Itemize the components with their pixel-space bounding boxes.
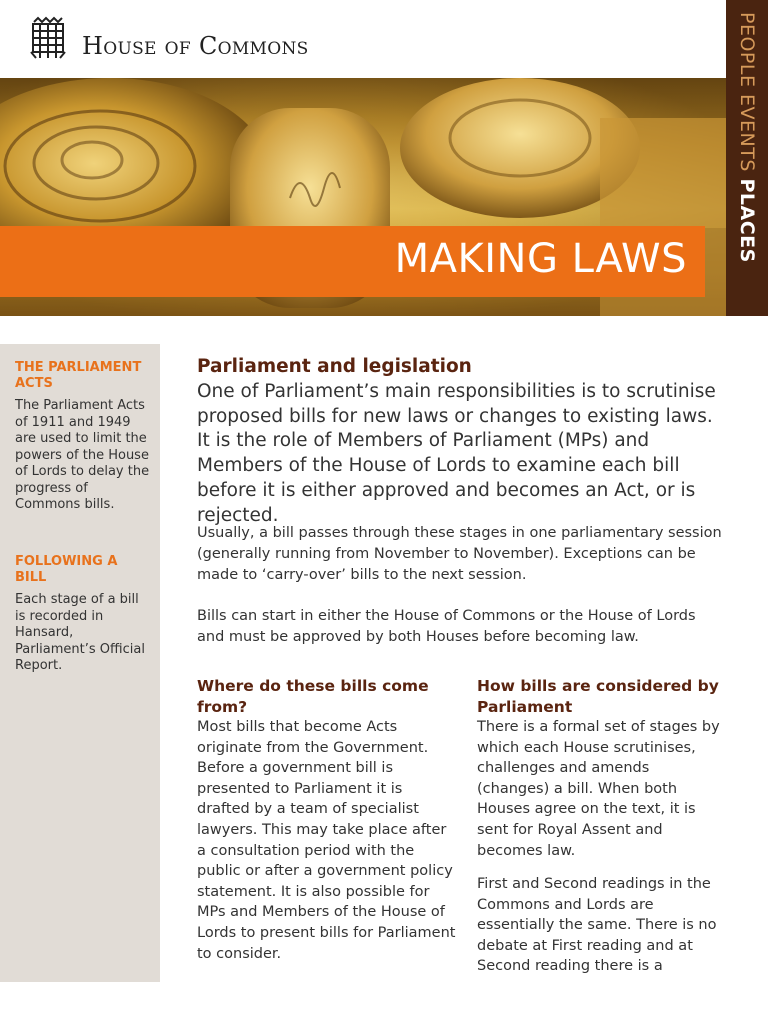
section-tab — [726, 0, 768, 316]
tab-people[interactable]: PEOPLE — [736, 12, 758, 88]
column-heading-left: Where do these bills come from? — [197, 677, 429, 716]
section-tab-labels — [736, 12, 758, 263]
hero-image — [0, 78, 726, 316]
tab-places[interactable]: PLACES — [736, 178, 758, 263]
body-paragraph: Usually, a bill passes through these stages in one parliamentary session (generally running from November to November). Exceptions can be made to ‘carry-over’ bills to the next session. — [197, 525, 722, 583]
org-name: House of Commons — [82, 32, 309, 60]
sidebar-heading-parliament-acts: THE PARLIAMENT ACTS — [15, 360, 142, 391]
intro-paragraph: One of Parliament’s main responsibilities is to scrutinise proposed bills for new laws or changes to existing laws. It is the role of Members of Parliament (MPs) and Members of the House of Lords to examine each bill before it is either approved and becomes an Act, or is rejected. — [197, 381, 716, 526]
portcullis-icon — [28, 14, 68, 62]
sidebar-text-following-bill: Each stage of a bill is recorded in Hansard, Parliament’s Official Report. — [15, 592, 145, 673]
title-band — [0, 226, 705, 297]
sidebar-heading-following-bill: FOLLOWING A BILL — [15, 554, 118, 585]
page-title: MAKING LAWS — [394, 236, 687, 282]
body-paragraph: Bills can start in either the House of Commons or the House of Lords and must be approved by both Houses before becoming law. — [197, 608, 696, 645]
column-text-left: Most bills that become Acts originate from the Government. Before a government bill is presented to Parliament it is drafted by a team of specialist lawyers. This may take place after a consultation period with the public or after a government policy statement. It is also possible for MPs and Members of the House of Lords to present bills for Parliament to consider. — [197, 719, 456, 962]
section-heading: Parliament and legislation — [197, 356, 472, 377]
page-header — [0, 0, 726, 78]
column-heading-right: How bills are considered by Parliament — [477, 677, 719, 716]
column-text-right: There is a formal set of stages by which each House scrutinises, challenges and amends (changes) a bill. When both Houses agree on the text, it is sent for Royal Assent and becomes law. — [477, 719, 720, 859]
sidebar — [0, 344, 160, 982]
column-text-right-2: First and Second readings in the Commons and Lords are essentially the same. There is no debate at First reading and at Second reading there is a — [477, 876, 717, 975]
sidebar-text-parliament-acts: The Parliament Acts of 1911 and 1949 are used to limit the powers of the House of Lords to delay the progress of Commons bills. — [15, 398, 150, 512]
tab-events[interactable]: EVENTS — [736, 94, 758, 172]
